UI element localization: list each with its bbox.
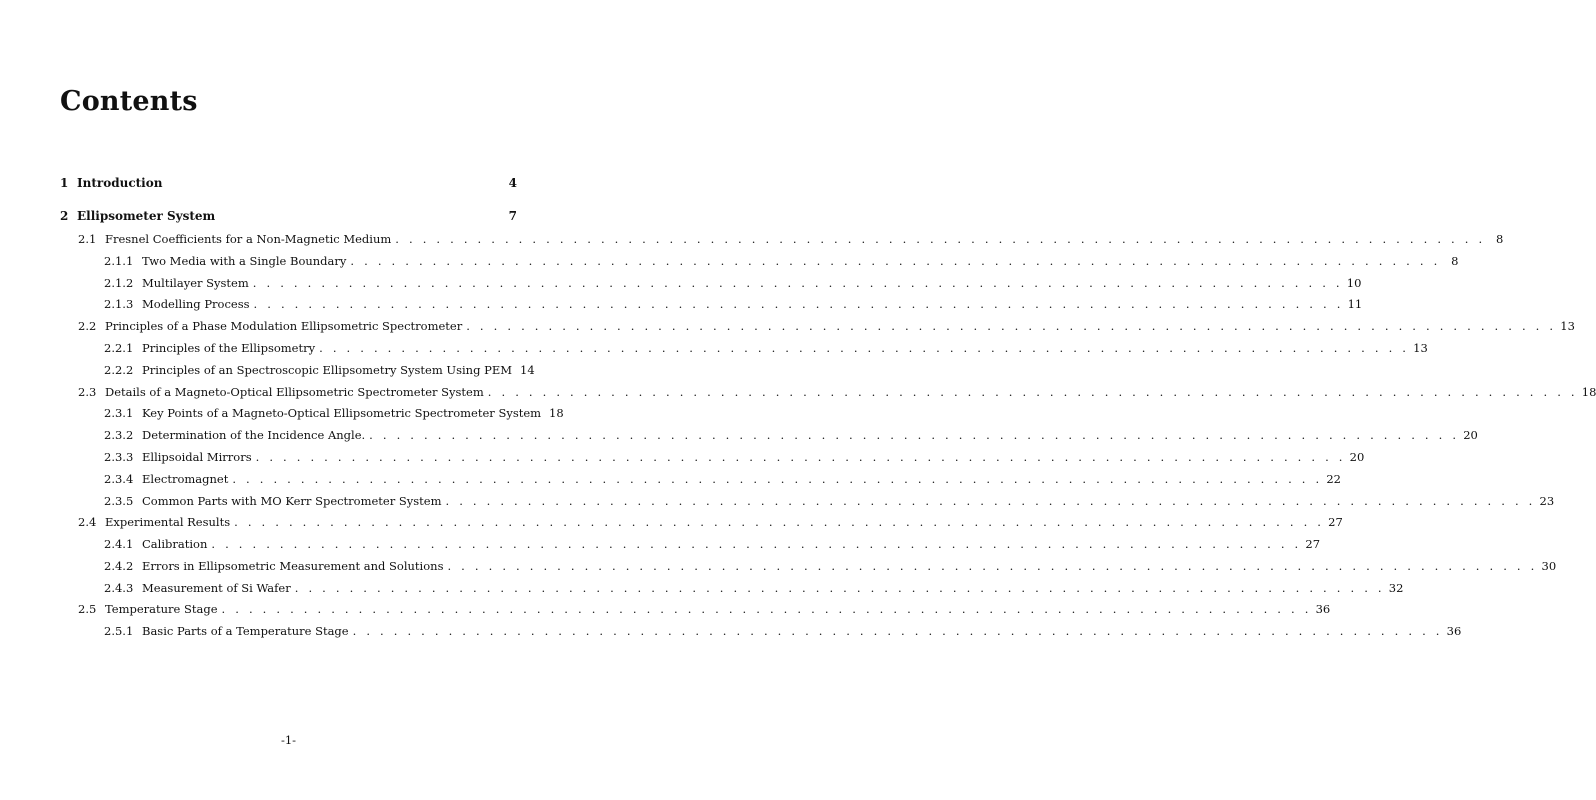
toc-leader-dots: . . . . . . . . . . . . . . . . . . . . . . . . . . . . . . . . . . . . . . . . . . . . . . . . . . . . . . . . . . . . . . . . . . . . . . . . . . . . . . . . bbox=[487, 385, 1578, 399]
toc-entry-page-number: 13 bbox=[1560, 319, 1575, 333]
toc-entry-page-number: 4 bbox=[508, 176, 517, 190]
toc-entry-page-number: 36 bbox=[1446, 624, 1462, 638]
toc-entry-number: 2.1.3 bbox=[104, 297, 134, 311]
toc-subsection-entry[interactable] bbox=[104, 623, 1462, 639]
toc-leader-dots: . . . . . . . . . . . . . . . . . . . . . . . . . . . . . . . . . . . . . . . . . . . . . . . . . . . . . . . . . . . . . . . . . . . . . . . . . . . . . . . . bbox=[294, 581, 1385, 595]
toc-entry-number: 2.3.1 bbox=[104, 406, 134, 420]
toc-leader-dots: . . . . . . . . . . . . . . . . . . . . . . . . . . . . . . . . . . . . . . . . . . . . . . . . . . . . . . . . . . . . . . . . . . . . . . . . . . . . . . . . bbox=[319, 341, 1410, 355]
page-title: Contents bbox=[60, 86, 198, 117]
toc-entry-label: Temperature Stage bbox=[105, 602, 218, 616]
toc-entry-page-number: 14 bbox=[520, 363, 535, 377]
toc-entry-number: 2.2.2 bbox=[104, 363, 134, 377]
toc-entry-label: Two Media with a Single Boundary bbox=[142, 254, 347, 268]
toc-entry-label: Measurement of Si Wafer bbox=[142, 581, 291, 595]
toc-subsection-entry[interactable] bbox=[104, 580, 1404, 596]
toc-entry-page-number: 36 bbox=[1315, 602, 1331, 616]
toc-entry-page-number: 23 bbox=[1539, 494, 1555, 508]
toc-chapter-entry[interactable] bbox=[60, 175, 517, 191]
toc-section-entry[interactable] bbox=[78, 318, 1575, 334]
toc-subsection-entry[interactable] bbox=[104, 362, 535, 378]
toc-entry-label: Introduction bbox=[77, 176, 163, 190]
toc-entry-page-number: 8 bbox=[1495, 232, 1504, 246]
toc-section-entry[interactable] bbox=[78, 601, 1331, 617]
toc-entry-number: 2.4.3 bbox=[104, 581, 134, 595]
toc-entry-number: 2.2.1 bbox=[104, 341, 134, 355]
toc-subsection-entry[interactable] bbox=[104, 558, 1557, 574]
toc-entry-number: 2.1 bbox=[78, 232, 97, 246]
toc-entry-number: 2.4.1 bbox=[104, 537, 134, 551]
toc-entry-page-number: 30 bbox=[1541, 559, 1557, 573]
toc-entry-label: Determination of the Incidence Angle. bbox=[142, 428, 366, 442]
toc-entry-number: 2.3 bbox=[78, 385, 97, 399]
toc-subsection-entry[interactable] bbox=[104, 296, 1363, 312]
toc-entry-page-number: 27 bbox=[1328, 515, 1343, 529]
toc-leader-dots: . . . . . . . . . . . . . . . . . . . . . . . . . . . . . . . . . . . . . . . . . . . . . . . . . . . . . . . . . . . . . . . . . . . . . . . . . . . . . . . . bbox=[232, 472, 1323, 486]
toc-subsection-entry[interactable] bbox=[104, 471, 1341, 487]
page-number-footer: -1- bbox=[280, 733, 297, 747]
toc-leader-dots: . . . . . . . . . . . . . . . . . . . . . . . . . . . . . . . . . . . . . . . . . . . . . . . . . . . . . . . . . . . . . . . . . . . . . . . . . . . . . . . . bbox=[221, 602, 1312, 616]
toc-leader-dots: . . . . . . . . . . . . . . . . . . . . . . . . . . . . . . . . . . . . . . . . . . . . . . . . . . . . . . . . . . . . . . . . . . . . . . . . . . . . . . . . bbox=[395, 232, 1486, 246]
toc-entry-page-number: 20 bbox=[1349, 450, 1365, 464]
toc-entry-page-number: 7 bbox=[508, 209, 517, 223]
toc-subsection-entry[interactable] bbox=[104, 340, 1428, 356]
toc-entry-label: Principles of an Spectroscopic Ellipsometry System Using PEM bbox=[142, 363, 512, 377]
toc-entry-number: 2.5 bbox=[78, 602, 97, 616]
toc-leader-dots: . . . . . . . . . . . . . . . . . . . . . . . . . . . . . . . . . . . . . . . . . . . . . . . . . . . . . . . . . . . . . . . . . . . . . . . . . . . . . . . . bbox=[445, 494, 1536, 508]
toc-leader-dots: . . . . . . . . . . . . . . . . . . . . . . . . . . . . . . . . . . . . . . . . . . . . . . . . . . . . . . . . . . . . . . . . . . . . . . . . . . . . . . . . bbox=[234, 515, 1325, 529]
toc-entry-page-number: 18 bbox=[549, 406, 564, 420]
toc-entry-label: Calibration bbox=[142, 537, 208, 551]
toc-leader-dots: . . . . . . . . . . . . . . . . . . . . . . . . . . . . . . . . . . . . . . . . . . . . . . . . . . . . . . . . . . . . . . . . . . . . . . . . . . . . . . . . bbox=[211, 537, 1302, 551]
toc-leader-dots: . . . . . . . . . . . . . . . . . . . . . . . . . . . . . . . . . . . . . . . . . . . . . . . . . . . . . . . . . . . . . . . . . . . . . . . . . . . . . . . . bbox=[466, 319, 1557, 333]
toc-entry-page-number: 22 bbox=[1326, 472, 1341, 486]
toc-entry-number: 2.1.1 bbox=[104, 254, 134, 268]
toc-entry-label: Electromagnet bbox=[142, 472, 229, 486]
toc-section-entry[interactable] bbox=[78, 384, 1596, 400]
toc-entry-number: 2.3.3 bbox=[104, 450, 134, 464]
toc-entry-label: Common Parts with MO Kerr Spectrometer System bbox=[142, 494, 442, 508]
toc-subsection-entry[interactable] bbox=[104, 493, 1555, 509]
toc-section-entry[interactable] bbox=[78, 231, 1504, 247]
toc-leader-dots: . . . . . . . . . . . . . . . . . . . . . . . . . . . . . . . . . . . . . . . . . . . . . . . . . . . . . . . . . . . . . . . . . . . . . . . . . . . . . . . . bbox=[369, 428, 1460, 442]
toc-entry-number: 2.3.2 bbox=[104, 428, 134, 442]
toc-entry-number: 2.2 bbox=[78, 319, 97, 333]
toc-subsection-entry[interactable] bbox=[104, 536, 1321, 552]
toc-leader-dots: . . . . . . . . . . . . . . . . . . . . . . . . . . . . . . . . . . . . . . . . . . . . . . . . . . . . . . . . . . . . . . . . . . . . . . . . . . . . . . . . bbox=[252, 276, 1343, 290]
toc-entry-label: Details of a Magneto-Optical Ellipsometric Spectrometer System bbox=[105, 385, 484, 399]
toc-chapter-entry[interactable] bbox=[60, 208, 517, 224]
toc-subsection-entry[interactable] bbox=[104, 427, 1478, 443]
toc-entry-number: 2.3.4 bbox=[104, 472, 134, 486]
toc-entry-label: Ellipsometer System bbox=[77, 209, 216, 223]
toc-entry-number: 2.3.5 bbox=[104, 494, 134, 508]
toc-entry-label: Principles of a Phase Modulation Ellipsometric Spectrometer bbox=[105, 319, 463, 333]
toc-entry-label: Modelling Process bbox=[142, 297, 250, 311]
toc-section-entry[interactable] bbox=[78, 514, 1343, 530]
toc-leader-dots: . . . . . . . . . . . . . . . . . . . . . . . . . . . . . . . . . . . . . . . . . . . . . . . . . . . . . . . . . . . . . . . . . . . . . . . . . . . . . . . . bbox=[253, 297, 1344, 311]
toc-entry-number: 2.4 bbox=[78, 515, 97, 529]
toc-entry-page-number: 13 bbox=[1413, 341, 1428, 355]
toc-leader-dots: . . . . . . . . . . . . . . . . . . . . . . . . . . . . . . . . . . . . . . . . . . . . . . . . . . . . . . . . . . . . . . . . . . . . . . . . . . . . . . . . bbox=[352, 624, 1443, 638]
toc-entry-number: 2.1.2 bbox=[104, 276, 134, 290]
toc-entry-label: Errors in Ellipsometric Measurement and Solutions bbox=[142, 559, 444, 573]
toc-entry-page-number: 18 bbox=[1581, 385, 1596, 399]
toc-leader-dots: . . . . . . . . . . . . . . . . . . . . . . . . . . . . . . . . . . . . . . . . . . . . . . . . . . . . . . . . . . . . . . . . . . . . . . . . . . . . . . . . bbox=[350, 254, 1441, 268]
toc-subsection-entry[interactable] bbox=[104, 449, 1365, 465]
toc-subsection-entry[interactable] bbox=[104, 405, 564, 421]
toc-entry-label: Principles of the Ellipsometry bbox=[142, 341, 316, 355]
toc-entry-page-number: 8 bbox=[1451, 254, 1459, 268]
toc-entry-number: 2 bbox=[60, 209, 69, 223]
toc-entry-page-number: 27 bbox=[1305, 537, 1321, 551]
toc-entry-label: Experimental Results bbox=[105, 515, 231, 529]
toc-entry-label: Multilayer System bbox=[142, 276, 249, 290]
toc-entry-page-number: 20 bbox=[1463, 428, 1478, 442]
toc-subsection-entry[interactable] bbox=[104, 253, 1459, 269]
toc-entry-label: Basic Parts of a Temperature Stage bbox=[142, 624, 349, 638]
toc-entry-label: Fresnel Coefficients for a Non-Magnetic Medium bbox=[105, 232, 392, 246]
toc-subsection-entry[interactable] bbox=[104, 275, 1362, 291]
toc-entry-page-number: 11 bbox=[1347, 297, 1363, 311]
toc-entry-page-number: 32 bbox=[1388, 581, 1404, 595]
toc-entry-number: 2.5.1 bbox=[104, 624, 134, 638]
toc-entry-page-number: 10 bbox=[1346, 276, 1362, 290]
toc-entry-number: 1 bbox=[60, 176, 69, 190]
toc-entry-number: 2.4.2 bbox=[104, 559, 134, 573]
toc-leader-dots: . . . . . . . . . . . . . . . . . . . . . . . . . . . . . . . . . . . . . . . . . . . . . . . . . . . . . . . . . . . . . . . . . . . . . . . . . . . . . . . . bbox=[255, 450, 1346, 464]
toc-leader-dots: . . . . . . . . . . . . . . . . . . . . . . . . . . . . . . . . . . . . . . . . . . . . . . . . . . . . . . . . . . . . . . . . . . . . . . . . . . . . . . . . bbox=[447, 559, 1538, 573]
toc-entry-label: Key Points of a Magneto-Optical Ellipsometric Spectrometer System bbox=[142, 406, 542, 420]
toc-entry-label: Ellipsoidal Mirrors bbox=[142, 450, 252, 464]
